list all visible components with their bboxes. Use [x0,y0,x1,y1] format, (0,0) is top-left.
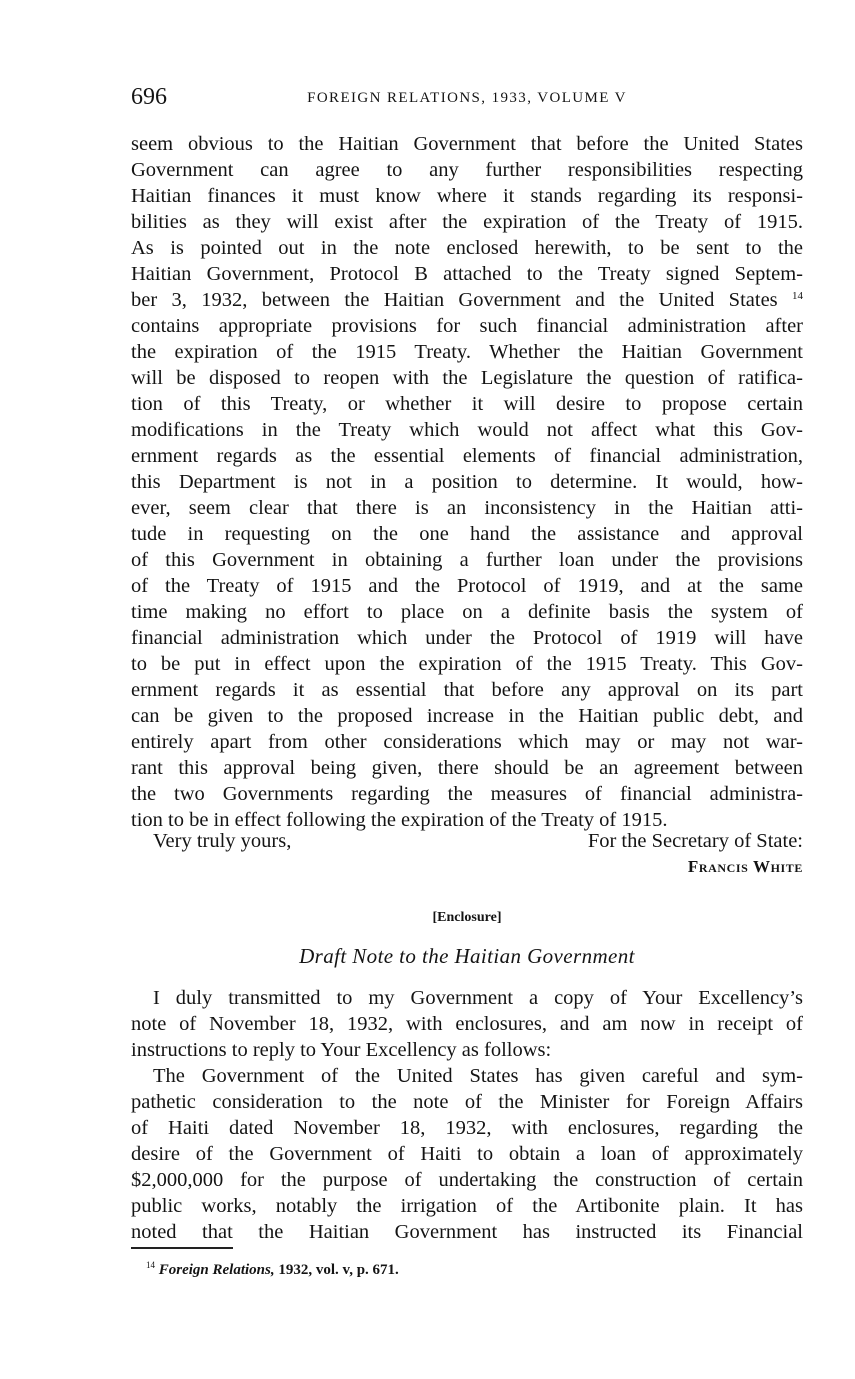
text-line: seem obvious to the Haitian Government that before the United States [131,133,803,155]
text-line: The Government of the United States has given careful and sym- [153,1065,803,1087]
text-line: tude in requesting on the one hand the assistance and approval [131,523,803,545]
footnote-title: Foreign Relations, [158,1262,275,1278]
text-line: of the Treaty of 1915 and the Protocol of 1919, and at the same [131,575,803,597]
text-line: the two Governments regarding the measures of financial administra- [131,783,803,805]
text-line: ever, seem clear that there is an inconsistency in the Haitian atti- [131,497,803,519]
footnote-citation: 1932, vol. v, p. 671. [278,1262,399,1278]
text-line: $2,000,000 for the purpose of undertaking the construction of certain [131,1169,803,1191]
text-line: the expiration of the 1915 Treaty. Whether the Haitian Government [131,341,803,363]
text-line: noted that the Haitian Government has instructed its Financial [131,1221,803,1243]
signer-name: Francis White [687,857,803,876]
enclosure-label: [Enclosure] [432,910,502,925]
running-title: FOREIGN RELATIONS, 1933, VOLUME V [307,90,627,106]
text-line: of this Government in obtaining a further loan under the provisions [131,549,803,571]
text-line: contains appropriate provisions for such financial administration after [131,315,803,337]
text-line: As is pointed out in the note enclosed herewith, to be sent to the [131,237,803,259]
text-line: tion of this Treaty, or whether it will desire to propose certain [131,393,803,415]
footnote-number: 14 [146,1260,155,1270]
signature-block [131,828,803,854]
text-line: tion to be in effect following the expiration of the Treaty of 1915. [131,809,668,831]
text-line: modifications in the Treaty which would not affect what this Gov- [131,419,803,441]
text-line: desire of the Government of Haiti to obtain a loan of approximately [131,1143,803,1165]
text-line: financial administration which under the Protocol of 1919 will have [131,627,803,649]
text-line: Haitian Government, Protocol B attached to the Treaty signed Septem- [131,263,803,285]
page-number: 696 [131,84,167,110]
text-line: of Haiti dated November 18, 1932, with enclosures, regarding the [131,1117,803,1139]
text-line: rant this approval being given, there should be an agreement between [131,757,803,779]
text-line: Government can agree to any further responsibilities respecting [131,159,803,181]
page-header [131,84,803,114]
text-line: this Department is not in a position to determine. It would, how- [131,471,803,493]
text-line-content: ber 3, 1932, between the Haitian Government and the United States [131,289,778,311]
text-line: pathetic consideration to the note of the Minister for Foreign Affairs [131,1091,803,1113]
text-line: instructions to reply to Your Excellency as follows: [131,1039,552,1061]
text-line: Haitian finances it must know where it stands regarding its responsi- [131,185,803,207]
text-line: ernment regards it as essential that before any approval on its part [131,679,803,701]
text-line: note of November 18, 1932, with enclosures, and am now in receipt of [131,1013,803,1035]
text-line: public works, notably the irrigation of the Artibonite plain. It has [131,1195,803,1217]
text-line: ernment regards as the essential elements of financial administration, [131,445,803,467]
text-line [131,287,803,313]
footnote-rule [131,1247,233,1249]
footnote [146,1262,399,1279]
text-line: to be put in effect upon the expiration of the 1915 Treaty. This Gov- [131,653,803,675]
text-line: will be disposed to reopen with the Legislature the question of ratifica- [131,367,803,389]
text-line: I duly transmitted to my Government a copy of Your Excellency’s [153,987,803,1009]
text-line: time making no effort to place on a definite basis the system of [131,601,803,623]
text-line: bilities as they will exist after the expiration of the Treaty of 1915. [131,211,803,233]
for-secretary: For the Secretary of State: [587,830,803,852]
enclosure-title: Draft Note to the Haitian Government [299,944,635,968]
text-line: entirely apart from other considerations which may or may not war- [131,731,803,753]
closing: Very truly yours, [153,830,292,852]
footnote-reference: 14 [792,290,803,302]
text-line: can be given to the proposed increase in the Haitian public debt, and [131,705,803,727]
